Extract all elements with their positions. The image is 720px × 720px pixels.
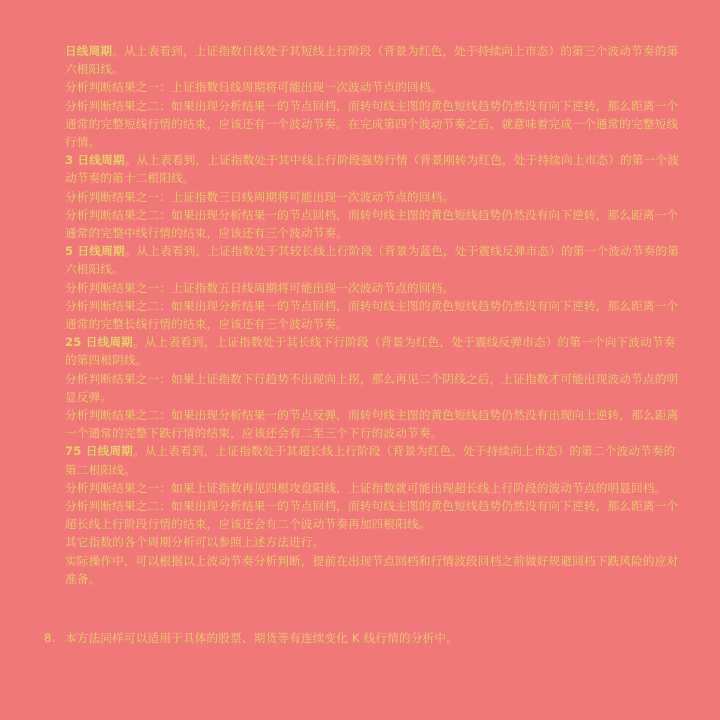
paragraph-3day-result-2	[65, 206, 680, 242]
list-item-8	[44, 629, 684, 647]
paragraph-5day-result-1	[65, 279, 680, 297]
paragraph-25day	[65, 333, 680, 369]
paragraph-75day-result-2	[65, 497, 680, 533]
document-body	[65, 42, 680, 588]
paragraph-text: 分析判断结果之二：如果出现分析结果一的节点回档，而转句线主图的黄色短线趋势仍然没有向下逆转，那么距离一个超长线上行阶段行情的结束，应该还会有二个波动节奏再加四根阳线。	[65, 499, 679, 532]
paragraph-heading: 3 日线周期	[65, 153, 125, 168]
paragraph-text: 分析判断结果之二：如果出现分析结果一的节点反弹，而转句线主图的黄色短线趋势仍然没有出现向上逆转，那么距离一个通常的完整下跌行情的结束，应该还会有二至三个下行的波动节奏。	[65, 408, 679, 441]
paragraph-daily-result-1	[65, 78, 680, 96]
paragraph-5day-result-2	[65, 297, 680, 333]
paragraph-text: 。从上表看到，上证指数处于其中线上行阶段强势行情（背景刚转为红色，处于持续向上市态）的第一个波动节奏的第十二根阳线。	[65, 153, 679, 186]
paragraph-text: 。从上表看到，上证指数日线处于其短线上行阶段（背景为红色，处于持续向上市态）的第三个波动节奏的第六根阳线。	[65, 44, 679, 77]
paragraph-heading: 5 日线周期	[65, 244, 125, 259]
paragraph-text: 分析判断结果之一：如果上证指数再见四根攻盘阳线，上证指数就可能出现超长线上行阶段的波动节点的明显回档。	[65, 480, 667, 495]
paragraph-text: 。从上表看到，上证指数处于其较长线上行阶段（背景为蓝色，处于震线反弹市态）的第一个波动节奏的第六根阳线。	[65, 244, 679, 277]
paragraph-text: 分析判断结果之一：上证指数三日线周期将可能出现一次波动节点的回档。	[65, 189, 455, 204]
paragraph-25day-result-1	[65, 370, 680, 406]
paragraph-text: 分析判断结果之二：如果出现分析结果一的节点回档，而转句线主图的黄色短线趋势仍然没有向下逆转，那么距离一个通常的完整中线行情的结束，应该还有三个波动节奏。	[65, 207, 679, 241]
paragraph-text: 。从上表看到，上证指数处于其长线下行阶段（背景为红色，处于震线反弹市态）的第一个向下波动节奏的第四根阴线。	[65, 335, 676, 368]
paragraph-25day-result-2	[65, 406, 680, 442]
list-item-text: 本方法同样可以适用于具体的股票、期货等有连续变化 K 线行情的分析中。	[65, 631, 458, 645]
paragraph-5day	[65, 242, 680, 278]
paragraph-75day	[65, 442, 680, 478]
paragraph-text: 实际操作中，可以根据以上波动节奏分析判断，提前在出现节点回档和行情波段回档之前做好规避回档下跌风险的应对准备。	[65, 553, 679, 586]
paragraph-text: 分析判断结果之一：上证指数五日线周期将可能出现一次波动节点的回档。	[65, 280, 455, 295]
paragraph-3day	[65, 151, 680, 187]
paragraph-text: 分析判断结果之二：如果出现分析结果一的节点回档，而转句线主图的黄色短线趋势仍然没有向下逆转，那么距离一个通常的完整短线行情的结束，应该还有一个波动节奏。在完成第四个波动节奏之后，就意味着完成一个通常的完整短线行情。	[65, 98, 679, 150]
paragraph-text: 分析判断结果之二：如果出现分析结果一的节点回档，而转句线主图的黄色短线趋势仍然没有向下逆转，那么距离一个通常的完整长线行情的结束，应该还有三个波动节奏。	[65, 298, 679, 332]
paragraph-75day-result-1	[65, 479, 680, 497]
paragraph-daily-result-2	[65, 97, 680, 152]
paragraph-text: 分析判断结果之一：上证指数日线周期将可能出现一次波动节点的回档。	[65, 80, 443, 95]
paragraph-daily	[65, 42, 680, 78]
paragraph-heading: 75 日线周期	[65, 444, 133, 459]
paragraph-heading: 25 日线周期	[65, 335, 133, 350]
paragraph-heading: 日线周期	[65, 44, 113, 58]
paragraph-other-indices	[65, 533, 680, 551]
paragraph-text: 。从上表看到，上证指数处于其超长线上行阶段（背景为红色，处于持续向上市态）的第二个波动节奏的第二根阳线。	[65, 444, 676, 477]
paragraph-text: 其它指数的各个周期分析可以参照上述方法进行。	[65, 535, 325, 550]
paragraph-practical-operation	[65, 552, 680, 588]
paragraph-text: 分析判断结果之一：如果上证指数下行趋势不出现向上拐，那么再见二个阴线之后，上证指数才可能出现波动节点的明显反弹。	[65, 371, 679, 404]
list-item-number: 8.	[44, 631, 56, 645]
paragraph-3day-result-1	[65, 188, 680, 206]
